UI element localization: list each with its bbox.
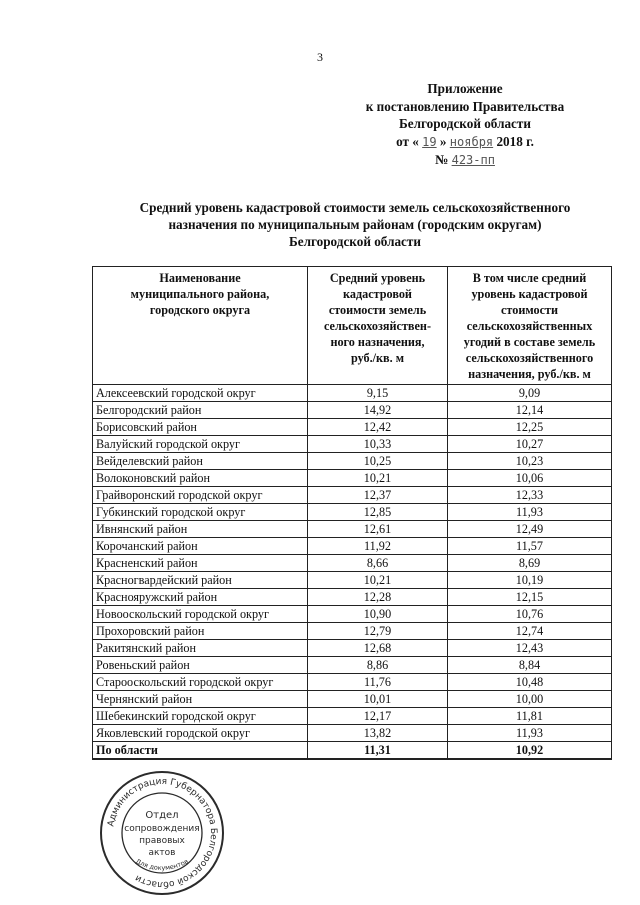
cadastral-value-table [92,266,612,760]
total-label: По области [93,742,308,760]
agricultural-value: 10,06 [448,470,612,487]
header-average-line: стоимости земель [328,303,427,317]
average-value: 12,85 [308,504,448,521]
date-year: 2018 г. [496,133,534,149]
seal-line-3: правовых [139,836,185,846]
table-row [93,708,612,725]
average-value: 14,92 [308,402,448,419]
title-line-1: Средний уровень кадастровой стоимости земель сельскохозяйственного [139,200,571,215]
table-header-row [93,267,612,385]
header-district [93,267,308,385]
district-name: Волоконовский район [93,470,308,487]
agricultural-value: 11,81 [448,708,612,725]
agricultural-value: 10,76 [448,606,612,623]
average-value: 12,17 [308,708,448,725]
average-value: 12,61 [308,521,448,538]
header-average-value [308,267,448,385]
district-name: Чернянский район [93,691,308,708]
table-row [93,470,612,487]
table-row [93,589,612,606]
agricultural-value: 10,23 [448,453,612,470]
appendix-block [330,80,600,170]
average-value: 12,42 [308,419,448,436]
date-mid: » [439,133,447,149]
district-name: Грайворонский городской округ [93,487,308,504]
total-average-value: 11,31 [308,742,448,760]
total-agricultural-value: 10,92 [448,742,612,760]
official-seal [97,768,227,898]
title-line-3: Белгородской области [289,234,421,249]
average-value: 10,21 [308,470,448,487]
agricultural-value: 12,43 [448,640,612,657]
agricultural-value: 12,15 [448,589,612,606]
table-row [93,453,612,470]
district-name: Красненский район [93,555,308,572]
title-line-2: назначения по муниципальным районам (городским округам) [168,217,542,232]
table-row [93,521,612,538]
average-value: 10,21 [308,572,448,589]
table-row [93,555,612,572]
header-district-line: Наименование [159,271,241,285]
header-average-line: кадастровой [343,287,412,301]
table-row [93,725,612,742]
header-average-line: Средний уровень [329,271,426,285]
agricultural-value: 11,57 [448,538,612,555]
document-title [70,199,640,250]
number-prefix: № [435,152,449,167]
header-agri-line: сельскохозяйственного [465,351,594,365]
table-row [93,623,612,640]
agricultural-value: 12,49 [448,521,612,538]
average-value: 9,15 [308,385,448,402]
seal-bottom-text [134,857,190,872]
table-row [93,691,612,708]
agricultural-value: 10,27 [448,436,612,453]
district-name: Краснояружский район [93,589,308,606]
district-name: Яковлевский городской округ [93,725,308,742]
district-name: Красногвардейский район [93,572,308,589]
header-agri-line: стоимости [500,303,558,317]
average-value: 12,28 [308,589,448,606]
average-value: 13,82 [308,725,448,742]
district-name: Ракитянский район [93,640,308,657]
agricultural-value: 11,93 [448,504,612,521]
seal-line-4: актов [148,848,176,858]
average-value: 10,01 [308,691,448,708]
seal-line-1: Отдел [145,810,179,821]
table-row [93,419,612,436]
appendix-number [330,151,600,170]
agricultural-value: 12,14 [448,402,612,419]
table-row [93,538,612,555]
district-name: Шебекинский городской округ [93,708,308,725]
header-average-line: ного назначения, [330,335,425,349]
district-name: Вейделевский район [93,453,308,470]
seal-line-2: сопровождения [124,824,200,834]
average-value: 10,25 [308,453,448,470]
agricultural-value: 10,48 [448,674,612,691]
header-district-line: городского округа [149,303,251,317]
table-row [93,385,612,402]
date-day: 19 [422,134,437,149]
header-agri-line: назначения, руб./кв. м [468,367,591,381]
district-name: Валуйский городской округ [93,436,308,453]
table-row [93,572,612,589]
district-name: Алексеевский городской округ [93,385,308,402]
average-value: 12,79 [308,623,448,640]
district-name: Губкинский городской округ [93,504,308,521]
agricultural-value: 9,09 [448,385,612,402]
seal-ring-path: Администрация Губернатора Белгородской области [106,776,219,890]
district-name: Ивнянский район [93,521,308,538]
table-row [93,657,612,674]
header-average-line: сельскохозяйствен- [323,319,431,333]
header-agricultural-value [448,267,612,385]
header-district-line: муниципального района, [130,287,270,301]
district-name: Белгородский район [93,402,308,419]
page-number: 3 [317,50,323,64]
average-value: 8,86 [308,657,448,674]
average-value: 12,37 [308,487,448,504]
agricultural-value: 8,69 [448,555,612,572]
average-value: 10,90 [308,606,448,623]
district-name: Прохоровский район [93,623,308,640]
agricultural-value: 12,25 [448,419,612,436]
district-name: Борисовский район [93,419,308,436]
table-row [93,402,612,419]
appendix-date [330,133,600,152]
table-row [93,674,612,691]
table-row [93,606,612,623]
agricultural-value: 12,33 [448,487,612,504]
agricultural-value: 8,84 [448,657,612,674]
table-row [93,436,612,453]
agricultural-value: 10,19 [448,572,612,589]
agricultural-value: 10,00 [448,691,612,708]
average-value: 8,66 [308,555,448,572]
district-name: Корочанский район [93,538,308,555]
district-name: Старооскольский городской округ [93,674,308,691]
appendix-region: Белгородской области [399,116,531,131]
district-name: Новооскольский городской округ [93,606,308,623]
average-value: 10,33 [308,436,448,453]
date-prefix: от « [396,133,419,149]
header-agri-line: угодий в составе земель [463,335,596,349]
header-average-line: руб./кв. м [350,351,405,365]
table-row [93,487,612,504]
district-name: Ровеньский район [93,657,308,674]
appendix-resolution: к постановлению Правительства [365,98,565,114]
average-value: 12,68 [308,640,448,657]
table-row [93,640,612,657]
header-agri-line: В том числе средний [472,271,587,285]
table-total-row [93,742,612,760]
average-value: 11,76 [308,674,448,691]
header-agri-line: уровень кадастровой [471,287,588,301]
number-value: 423-пп [451,153,495,167]
seal-bottom-path: Для документов [134,857,190,873]
agricultural-value: 11,93 [448,725,612,742]
appendix-label: Приложение [427,81,503,96]
header-agri-line: сельскохозяйственных [466,319,593,333]
table-row [93,504,612,521]
date-month: ноября [449,134,494,149]
agricultural-value: 12,74 [448,623,612,640]
average-value: 11,92 [308,538,448,555]
